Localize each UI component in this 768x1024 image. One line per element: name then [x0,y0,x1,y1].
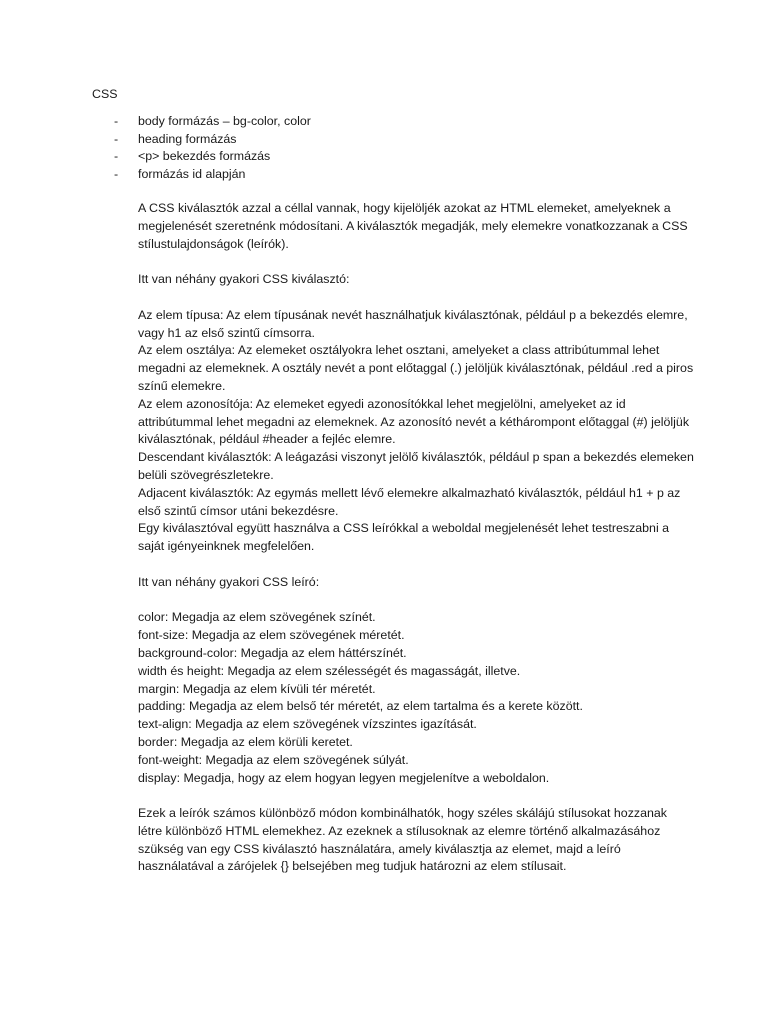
property-item-text-align: text-align: Megadja az elem szövegének vízszintes igazítását. [138,717,477,732]
document-heading: CSS [92,87,118,101]
property-item-display: display: Megadja, hogy az elem hogyan legyen megjelenítve a weboldalon. [138,770,550,785]
property-item-margin: margin: Megadja az elem kívüli tér méretét. [138,681,376,696]
bullet-marker: - [114,149,119,164]
selector-item-descendant: Descendant kiválasztók: A leágazási viszonyt jelölő kiválasztók, például p span a bekezdés elemeken belüli szövegrészletekre. [138,450,694,482]
bullet-marker: - [114,131,119,146]
list-item [0,166,768,184]
property-item-font-weight: font-weight: Megadja az elem szövegének súlyát. [138,752,409,767]
property-item-border: border: Megadja az elem körüli keretet. [138,734,353,749]
conclusion-paragraph: Ezek a leírók számos különböző módon kombinálhatók, hogy széles skálájú stílusokat hozzanak létre különböző HTML elemekhez. Az ezeknek a stílusoknak az elemre történő alkalmazásához szükség van egy CSS kiválasztó használatára, amely kiválasztja az elemet, majd a leíró használatával a zárójelek {} belsejében meg tudjuk határozni az elem stílusait. [138,806,667,874]
document-body [138,200,694,876]
bullet-marker: - [114,166,119,181]
property-item-background-color: background-color: Megadja az elem háttérszínét. [138,645,407,660]
bullet-marker: - [114,114,119,128]
topic-list [0,113,768,183]
selector-item-adjacent: Adjacent kiválasztók: Az egymás mellett lévő elemekre alkalmazható kiválasztók, például h1 + p az első szintű címsor utáni bekezdésre. [138,485,681,518]
list-item-text: <p> bekezdés formázás [138,149,271,164]
list-item [0,131,768,149]
list-item-text: heading formázás [138,131,237,146]
list-item-text: body formázás – bg-color, color [138,114,311,128]
list-item [0,113,768,131]
selector-item-element-type: Az elem típusa: Az elem típusának nevét használhatjuk kiválasztónak, például p a bekezdés elemre, vagy h1 az első szintű címsorra. [138,307,688,340]
properties-title: Itt van néhány gyakori CSS leíró: [138,574,320,589]
property-item-width-height: width és height: Megadja az elem szélességét és magasságát, illetve. [138,663,521,678]
list-item-text: formázás id alapján [138,166,246,181]
selector-summary: Egy kiválasztóval együtt használva a CSS leírókkal a weboldal megjelenését lehet testreszabni a saját igényeinknek megfelelően. [138,521,670,554]
selector-item-class: Az elem osztálya: Az elemeket osztályokra lehet osztani, amelyeket a class attribútummal lehet megadni az elemeknek. A osztály nevét a pont előtaggal (.) jelöljük kiválasztónak, például .red a piros színű elemekre. [138,343,694,393]
list-item [0,148,768,166]
property-item-color: color: Megadja az elem szövegének színét. [138,610,376,625]
property-item-font-size: font-size: Megadja az elem szövegének méretét. [138,628,405,643]
property-item-padding: padding: Megadja az elem belső tér méretét, az elem tartalma és a kerete között. [138,699,583,714]
intro-paragraph: A CSS kiválasztók azzal a céllal vannak, hogy kijelöljék azokat az HTML elemeket, amelyeknek a megjelenését szeretnénk módosítani. A kiválasztók megadják, mely elemekre vonatkozzanak a CSS stílustulajdonságok (leírók). [138,201,688,251]
selectors-title: Itt van néhány gyakori CSS kiválasztó: [138,272,350,287]
selector-item-id: Az elem azonosítója: Az elemeket egyedi azonosítókkal lehet megjelölni, amelyeket az id attribútummal lehet megadni az elemeknek. Az azonosító nevét a kéthárompont előtaggal (#) jelöljük kiválasztónak, például #header a fejléc elemre. [138,396,690,447]
